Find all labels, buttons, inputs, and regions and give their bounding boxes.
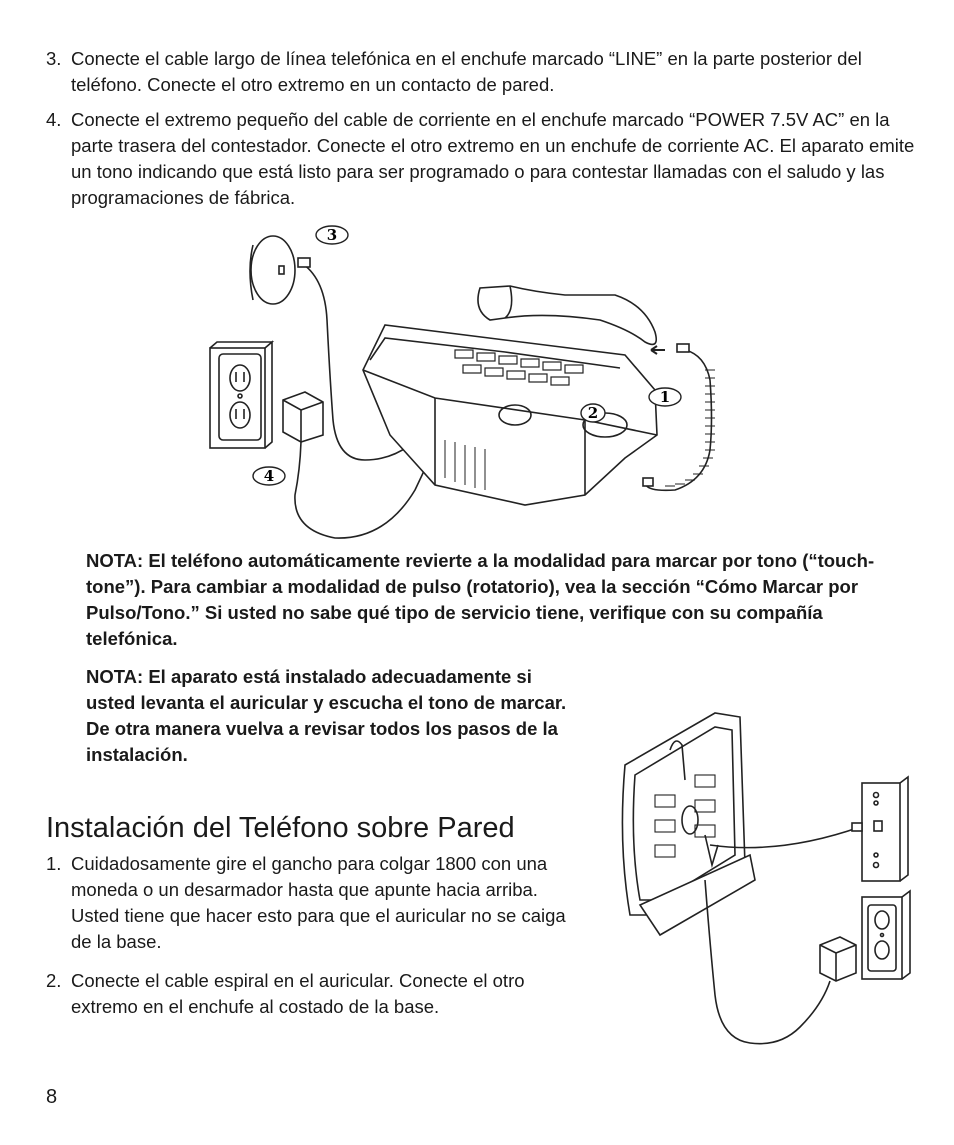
handset bbox=[478, 286, 656, 344]
step-number: 3. bbox=[46, 48, 62, 69]
callout-label: 4 bbox=[263, 467, 275, 485]
note-touch-tone: NOTA: El teléfono automáticamente revierte a la modalidad para marcar por tono (“touch-tone”). Para cambiar a modalidad de pulso (rotatorio), vea la sección “Cómo Marcar por Pulso/Tono.” Si usted no sabe qué tipo de servicio tiene, verifique con su compañía telefónica. bbox=[86, 550, 875, 649]
step-text: Conecte el cable espiral en el auricular. Conecte el otro extremo en el enchufe al costado de la base. bbox=[71, 970, 525, 1017]
callout-label: 1 bbox=[659, 388, 671, 406]
desk-installation-diagram bbox=[205, 220, 725, 545]
step-number: 4. bbox=[46, 109, 62, 130]
step-text: Conecte el extremo pequeño del cable de corriente en el enchufe marcado “POWER 7.5V AC” en la parte trasera del contestador. Conecte el otro extremo en un enchufe de corriente AC. El aparato emite un tono indicando que está listo para ser programado o para contestar llamadas con el saludo y las programaciones de fábrica. bbox=[71, 109, 915, 208]
callout-4 bbox=[253, 467, 285, 485]
callout-3 bbox=[316, 226, 348, 244]
section-title: Instalación del Teléfono sobre Pared bbox=[46, 812, 515, 844]
step-text: Cuidadosamente gire el gancho para colgar 1800 con una moneda o un desarmador hasta que apunte hacia arriba. Usted tiene que hacer esto para que el auricular no se caiga de la base. bbox=[71, 853, 566, 952]
power-adapter bbox=[283, 392, 323, 442]
page-number: 8 bbox=[46, 1086, 58, 1108]
callout-label: 3 bbox=[326, 226, 338, 244]
note-dial-tone: NOTA: El aparato está instalado adecuadamente si usted levanta el auricular y escucha el tono de marcar. De otra manera vuelva a revisar todos los pasos de la instalación. bbox=[86, 666, 567, 765]
callout-label: 2 bbox=[587, 404, 599, 422]
wall-jack-plate bbox=[251, 236, 295, 304]
wall-installation-diagram bbox=[600, 705, 915, 1055]
wall-phone-jack bbox=[862, 783, 900, 881]
step-text: Conecte el cable largo de línea telefónica en el enchufe marcado “LINE” en la parte posterior del teléfono. Conecte el otro extremo en un contacto de pared. bbox=[71, 48, 862, 95]
power-cord bbox=[705, 880, 830, 1044]
step-number: 1. bbox=[46, 853, 62, 874]
step-number: 2. bbox=[46, 970, 62, 991]
power-adapter bbox=[820, 937, 856, 981]
callout-2 bbox=[581, 404, 605, 422]
callout-1 bbox=[649, 388, 681, 406]
